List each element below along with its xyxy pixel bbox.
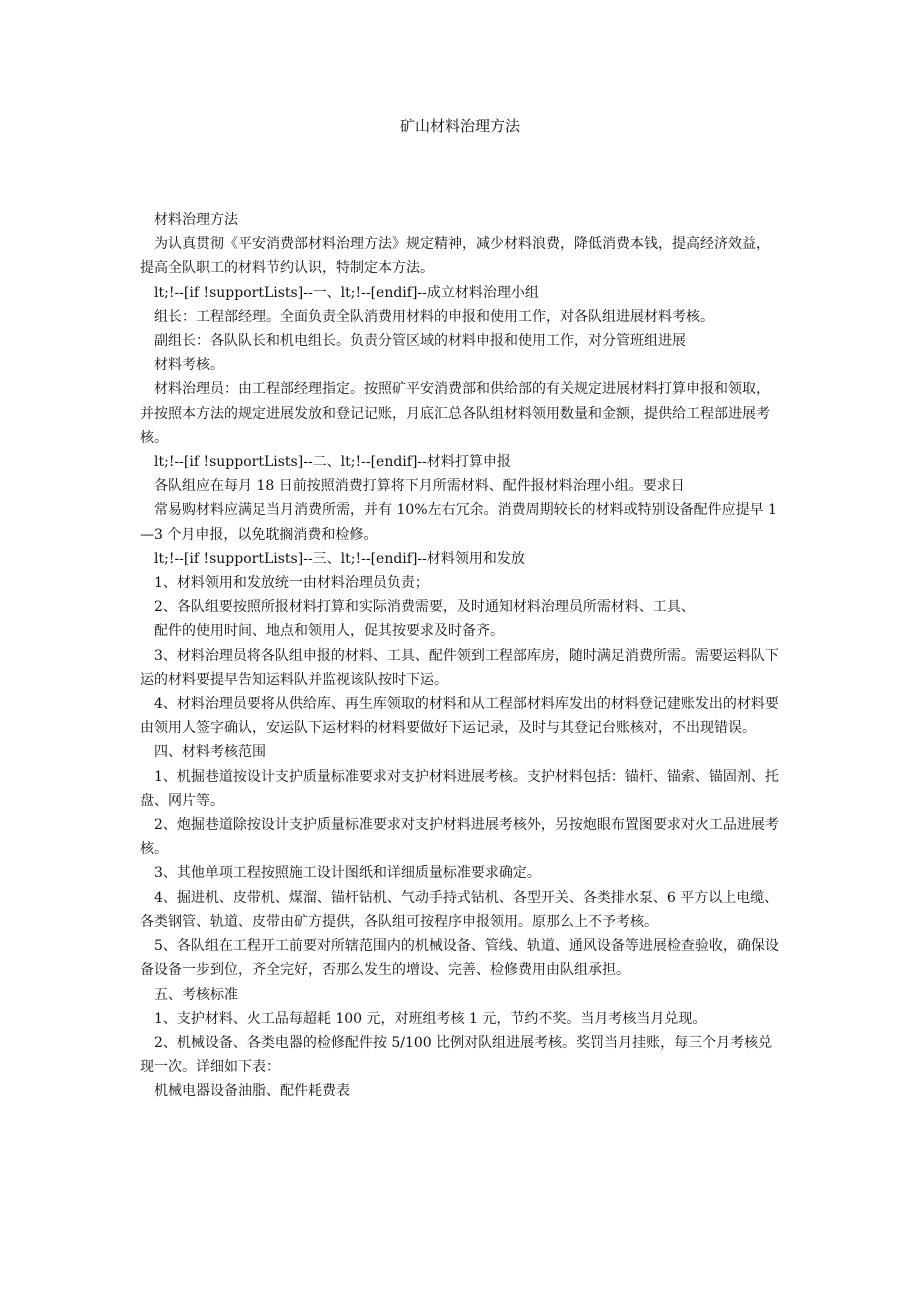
- section-heading: lt;!--[if !supportLists]--一、lt;!--[endif]--成立材料治理小组: [154, 284, 539, 301]
- list-item: 4、掘进机、皮带机、煤溜、锚杆钻机、气动手持式钻机、各型开关、各类排水泵、6 平方以上电缆、各类钢管、轨道、皮带由矿方提供，各队组可按程序申报领用。原那么上不予考核。: [140, 889, 779, 930]
- paragraph: 组长：工程部经理。全面负责全队消费用材料的申报和使用工作，对各队组进展材料考核。: [154, 308, 714, 325]
- list-item: 5、各队组在工程开工前要对所辖范围内的机械设备、管线、轨道、通风设备等进展检查验收，确保设备设备一步到位，齐全完好，否那么发生的增设、完善、检修费用由队组承担。: [140, 938, 779, 979]
- document-title: 矿山材料治理方法: [399, 117, 520, 135]
- list-item: 1、材料领用和发放统一由材料治理员负责；: [154, 575, 429, 592]
- section-heading: 材料治理方法: [154, 212, 238, 228]
- list-item: 1、支护材料、火工品每超耗 100 元，对班组考核 1 元，节约不奖。当月考核当月兑现。: [154, 1010, 707, 1027]
- list-item: 配件的使用时间、地点和领用人，促其按要求及时备齐。: [154, 623, 504, 640]
- paragraph: 副组长：各队队长和机电组长。负责分管区域的材料申报和使用工作，对分管班组进展: [154, 333, 686, 350]
- list-item: 2、炮掘巷道除按设计支护质量标准要求对支护材料进展考核外，另按炮眼布置图要求对火工品进展考核。: [140, 817, 779, 858]
- list-item: 2、各队组要按照所报材料打算和实际消费需要，及时通知材料治理员所需材料、工具、: [154, 599, 695, 616]
- paragraph: 材料考核。: [154, 357, 224, 374]
- paragraph: 为认真贯彻《平安消费部材料治理方法》规定精神，减少材料浪费，降低消费本钱，提高经济效益，提高全队职工的材料节约认识，特制定本方法。: [140, 236, 770, 277]
- section-heading: lt;!--[if !supportLists]--三、lt;!--[endif]--材料领用和发放: [154, 550, 525, 567]
- list-item: 1、机掘巷道按设计支护质量标准要求对支护材料进展考核。支护材料包括：锚杆、锚索、锚固剂、托盘、网片等。: [140, 768, 779, 809]
- list-item: 3、其他单项工程按照施工设计图纸和详细质量标准要求确定。: [154, 865, 541, 882]
- list-item: 2、机械设备、各类电器的检修配件按 5/100 比例对队组进展考核。奖罚当月挂账，每三个月考核兑现一次。详细如下表：: [140, 1034, 773, 1076]
- list-item: 4、材料治理员要将从供给库、再生库领取的材料和从工程部材料库发出的材料登记建账发出的材料要由领用人签字确认，安运队下运材料的材料要做好下运记录，及时与其登记台账核对，不出现错误。: [140, 696, 779, 737]
- table-caption: 机械电器设备油脂、配件耗费表: [154, 1083, 350, 1100]
- paragraph: 各队组应在每月 18 日前按照消费打算将下月所需材料、配件报材料治理小组。要求日: [154, 478, 685, 495]
- section-heading: 四、材料考核范围: [154, 744, 266, 761]
- list-item: 3、材料治理员将各队组申报的材料、工具、配件领到工程部库房，随时满足消费所需。需要运料队下运的材料要提早告知运料队并监视该队按时下运。: [140, 647, 779, 688]
- paragraph: 常易购材料应满足当月消费所需，并有 10%左右冗余。消费周期较长的材料或特别设备配件应提早 1—3 个月申报，以免耽搁消费和检修。: [140, 502, 777, 543]
- document-body: [140, 208, 782, 1104]
- paragraph: 材料治理员：由工程部经理指定。按照矿平安消费部和供给部的有关规定进展材料打算申报和领取，并按照本方法的规定进展发放和登记记账，月底汇总各队组材料领用数量和金额，提供给工程部进展考核。: [140, 381, 770, 446]
- section-heading: lt;!--[if !supportLists]--二、lt;!--[endif]--材料打算申报: [154, 454, 511, 471]
- section-heading: 五、考核标准: [154, 986, 238, 1003]
